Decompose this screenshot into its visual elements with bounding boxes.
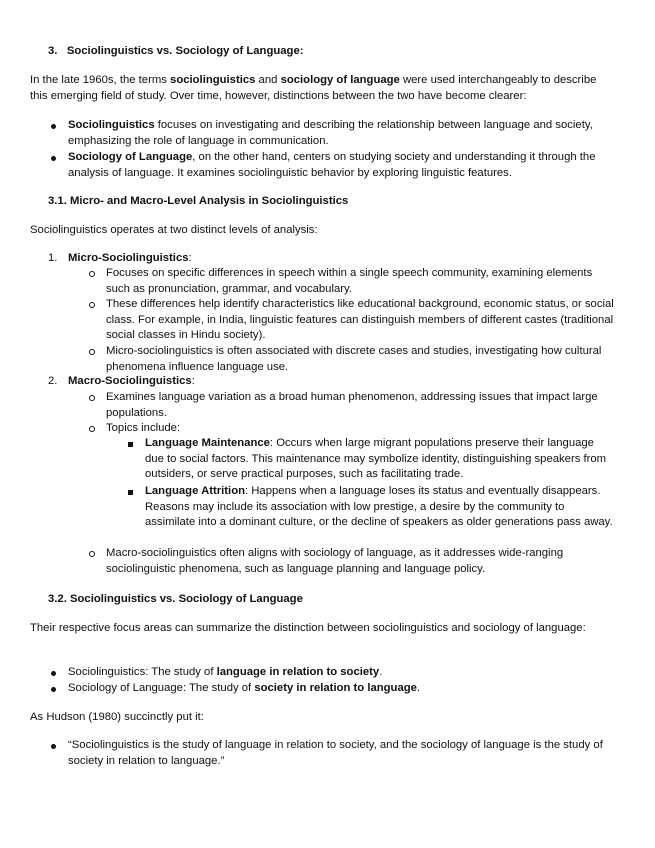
- hudson-intro: As Hudson (1980) succinctly put it:: [30, 711, 204, 723]
- section-number: 3.: [48, 45, 58, 57]
- list-item: Sociology of Language: The study of society in relation to language.: [68, 681, 615, 697]
- list-item: These differences help identify characteristics like educational background, economic status, or social class. For example, in India, linguistic features can distinguish members of different castes (traditional social classes in Hindu society).: [106, 297, 615, 344]
- list-item: Micro-sociolinguistics is often associated with discrete cases and studies, investigating how cultural phenomena influence language use.: [106, 344, 615, 375]
- sub-list-item: Language Attrition: Happens when a language loses its status and eventually disappears. Reasons may include its association with low prestige, a desire by the community to assimilate into a dominant culture, or the decline of speakers as older generations pass away.: [145, 484, 615, 531]
- intro-paragraph: In the late 1960s, the terms sociolinguistics and sociology of language were used interchangeably to describe this emerging field of study. Over time, however, distinctions between the two have become clearer:: [30, 74, 597, 102]
- subsection-heading: 3.1. Micro- and Macro-Level Analysis in Sociolinguistics: [48, 195, 349, 207]
- sub-list-item: Language Maintenance: Occurs when large migrant populations preserve their language due to social factors. This maintenance may symbolize identity, distinguishing speakers from outsiders, or serve practical purposes, such as facilitating trade.: [145, 436, 615, 483]
- subsection-heading: 3.2. Sociolinguistics vs. Sociology of Language: [48, 593, 303, 605]
- list-item: Topics include:: [106, 421, 615, 437]
- subsection-intro: Sociolinguistics operates at two distinct levels of analysis:: [30, 224, 318, 236]
- subsection-intro: Their respective focus areas can summarize the distinction between sociolinguistics and sociology of language:: [30, 622, 586, 634]
- section-title: Sociolinguistics vs. Sociology of Language:: [66, 45, 304, 57]
- quote-item: “Sociolinguistics is the study of language in relation to society, and the sociology of language is the study of society in relation to language.”: [68, 738, 615, 769]
- list-item: Examines language variation as a broad human phenomenon, addressing issues that impact large populations.: [106, 390, 615, 421]
- list-item: Sociolinguistics focuses on investigating and describing the relationship between language and society, emphasizing the role of language in communication.: [68, 118, 615, 149]
- numbered-item-macro: 2. Macro-Sociolinguistics:: [48, 375, 195, 387]
- list-item: Sociolinguistics: The study of language in relation to society.: [68, 665, 615, 681]
- list-item: Focuses on specific differences in speech within a single speech community, examining elements such as pronunciation, grammar, and vocabulary.: [106, 266, 615, 297]
- section-heading: [48, 44, 615, 60]
- numbered-item-micro: 1. Micro-Sociolinguistics:: [48, 252, 192, 264]
- list-item: Macro-sociolinguistics often aligns with sociology of language, as it addresses wide-ranging sociolinguistic phenomena, such as language planning and language policy.: [106, 546, 615, 577]
- list-item: Sociology of Language, on the other hand, centers on studying society and understanding it through the analysis of language. It examines sociolinguistic behavior by exploring linguistic features.: [68, 150, 615, 181]
